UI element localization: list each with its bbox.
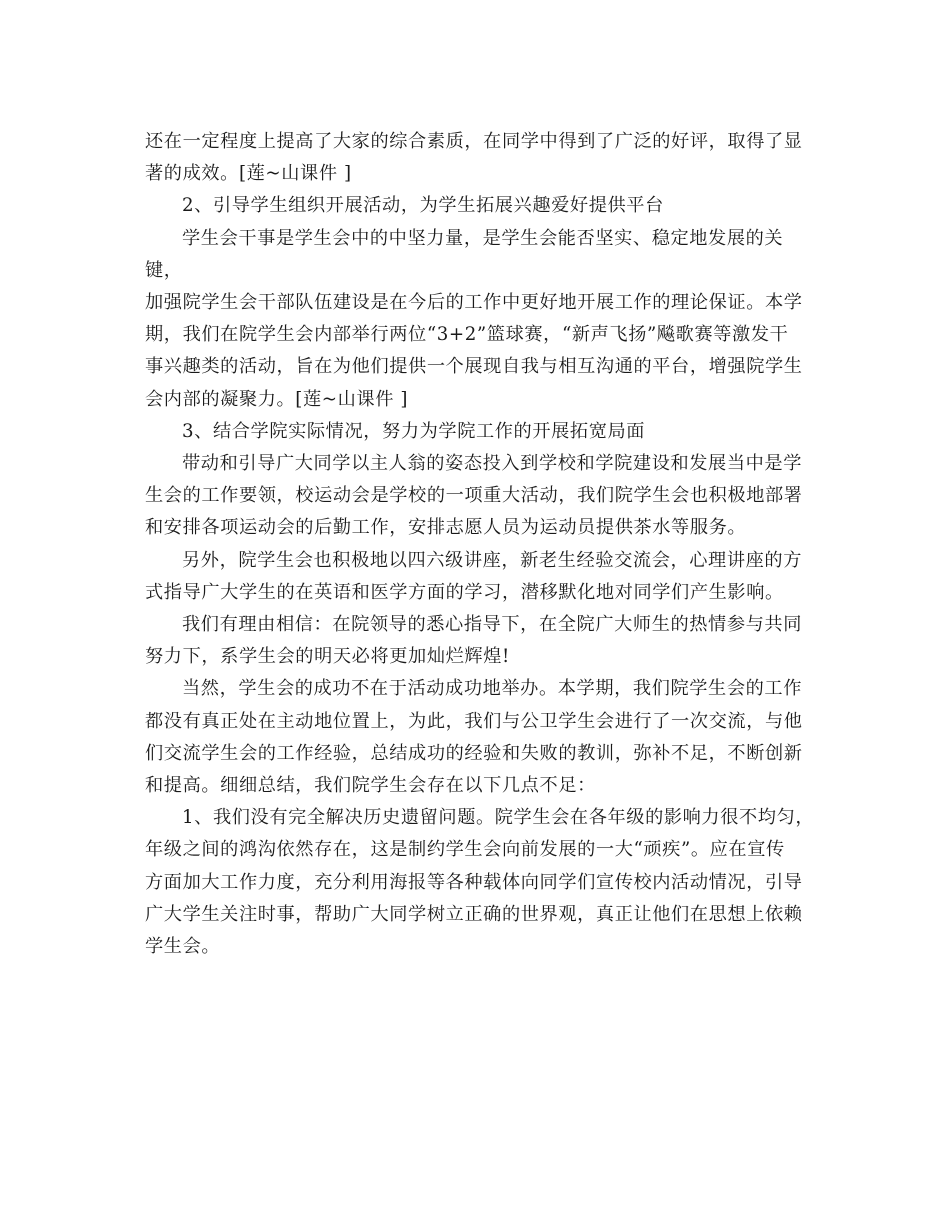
text-line: 广大学生关注时事，帮助广大同学树立正确的世界观，真正让他们在思想上依赖 xyxy=(145,903,803,925)
text-line: 都没有真正处在主动地位置上，为此，我们与公卫学生会进行了一次交流，与他 xyxy=(145,710,803,732)
text-line: 会内部的凝聚力。[莲~山课件 ] xyxy=(145,388,409,410)
text-line: 学生会干事是学生会中的中坚力量，是学生会能否坚实、稳定地发展的关键， xyxy=(145,227,784,281)
text-line: 著的成效。[莲~山课件 ] xyxy=(145,163,352,185)
text-line: 期，我们在院学生会内部举行两位“3+2”篮球赛，“新声飞扬”飚歌赛等激发干 xyxy=(145,324,789,346)
text-line: 1、我们没有完全解决历史遗留问题。院学生会在各年级的影响力很不均匀， xyxy=(182,807,815,829)
section-heading: 3、结合学院实际情况，努力为学院工作的开展拓宽局面 xyxy=(182,420,646,442)
text-line: 还在一定程度上提高了大家的综合素质，在同学中得到了广泛的好评，取得了显 xyxy=(145,131,803,152)
text-line: 带动和引导广大同学以主人翁的姿态投入到学校和学院建设和发展当中是学 xyxy=(182,453,802,475)
text-line: 年级之间的鸿沟依然存在，这是制约学生会向前发展的一大“顽疾”。应在宣传 xyxy=(145,839,785,861)
text-line: 当然，学生会的成功不在于活动成功地举办。本学期，我们院学生会的工作 xyxy=(182,678,802,700)
text-line: 们交流学生会的工作经验，总结成功的经验和失败的教训，弥补不足，不断创新 xyxy=(145,742,803,764)
text-line: 努力下，系学生会的明天必将更加灿烂辉煌! xyxy=(145,646,510,668)
text-line: 和提高。细细总结，我们院学生会存在以下几点不足： xyxy=(145,775,596,797)
text-line: 我们有理由相信：在院领导的悉心指导下，在全院广大师生的热情参与共同 xyxy=(182,614,802,636)
section-heading: 2、引导学生组织开展活动，为学生拓展兴趣爱好提供平台 xyxy=(182,195,664,217)
text-line: 加强院学生会干部队伍建设是在今后的工作中更好地开展工作的理论保证。本学 xyxy=(145,292,803,314)
document-body xyxy=(145,126,817,963)
text-line: 学生会。 xyxy=(145,936,221,958)
text-line: 方面加大工作力度，充分利用海报等各种载体向同学们宣传校内活动情况，引导 xyxy=(145,871,803,893)
text-line: 式指导广大学生的在英语和医学方面的学习，潜移默化地对同学们产生影响。 xyxy=(145,581,784,603)
text-line: 事兴趣类的活动，旨在为他们提供一个展现自我与相互沟通的平台，增强院学生 xyxy=(145,356,803,378)
text-line: 另外，院学生会也积极地以四六级讲座，新老生经验交流会，心理讲座的方 xyxy=(182,549,802,571)
text-line: 生会的工作要领，校运动会是学校的一项重大活动，我们院学生会也积极地部署 xyxy=(145,485,803,507)
text-line: 和安排各项运动会的后勤工作，安排志愿人员为运动员提供茶水等服务。 xyxy=(145,517,747,539)
